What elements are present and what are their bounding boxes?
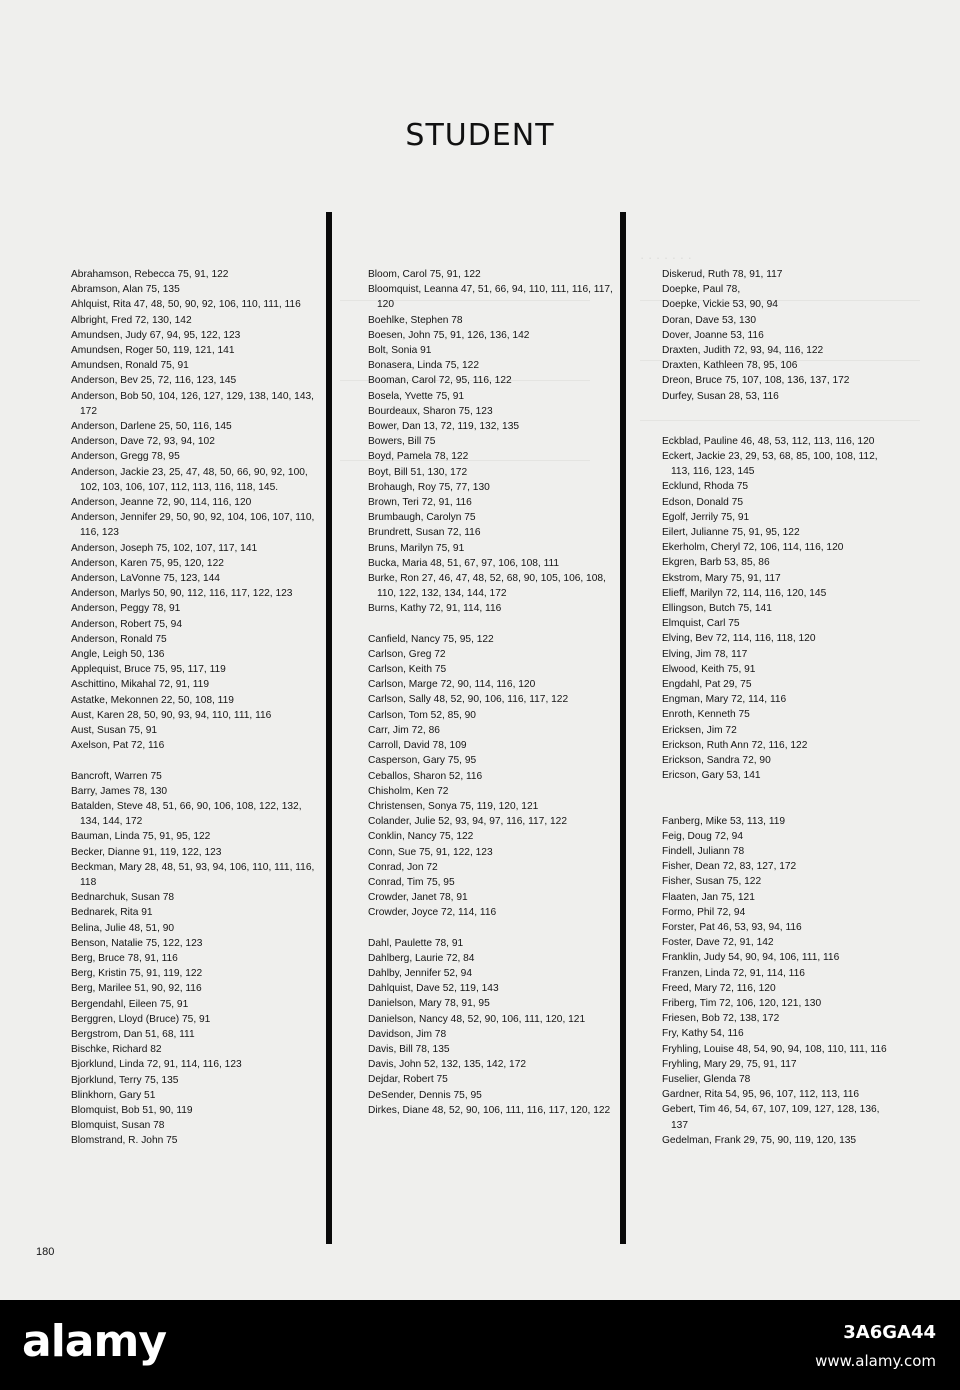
index-entry: Ahlquist, Rita 47, 48, 50, 90, 92, 106, 110, 111, 116 [71,299,301,311]
index-entry: Ecklund, Rhoda 75 [662,481,749,493]
index-entry: Erickson, Sandra 72, 90 [662,755,771,767]
index-entry: Davidson, Jim 78 [368,1028,447,1040]
index-entry: Carlson, Marge 72, 90, 114, 116, 120 [368,679,536,691]
index-entry: Beckman, Mary 28, 48, 51, 93, 94, 106, 110, 111, 116, 118 [71,861,315,888]
index-entry: Eilert, Julianne 75, 91, 95, 122 [662,527,800,539]
index-entry: Amundsen, Judy 67, 94, 95, 122, 123 [71,329,241,341]
index-entry: Christensen, Sonya 75, 119, 120, 121 [368,800,539,812]
index-entry: Conn, Sue 75, 91, 122, 123 [368,846,493,858]
index-entry: Amundsen, Ronald 75, 91 [71,360,189,372]
index-entry: Bourdeaux, Sharon 75, 123 [368,405,493,417]
index-entry: Findell, Juliann 78 [662,845,745,857]
section-gap [662,404,898,419]
index-entry: Conrad, Tim 75, 95 [368,876,455,888]
index-entry: Blomquist, Bob 51, 90, 119 [71,1104,193,1116]
index-entry: Anderson, Gregg 78, 95 [71,451,180,463]
index-entry: Carr, Jim 72, 86 [368,724,440,736]
index-entry: Franklin, Judy 54, 90, 94, 106, 111, 116 [662,952,840,964]
index-entry: Carlson, Greg 72 [368,648,446,660]
index-entry: Bloom, Carol 75, 91, 122 [368,269,481,280]
page-number: 180 [36,1246,55,1258]
index-entry: Aschittino, Mikahal 72, 91, 119 [71,679,209,691]
index-entry: Anderson, Bev 25, 72, 116, 123, 145 [71,375,237,387]
index-entry: Ellingson, Butch 75, 141 [662,603,772,615]
index-entry: Anderson, Robert 75, 94 [71,618,183,630]
index-entry: Edson, Donald 75 [662,496,743,508]
index-entry: Danielson, Nancy 48, 52, 90, 106, 111, 120, 121 [368,1013,586,1025]
index-entry: Ekstrom, Mary 75, 91, 117 [662,572,781,584]
index-entry: Abramson, Alan 75, 135 [71,284,180,296]
index-entry: Bonasera, Linda 75, 122 [368,360,480,372]
index-entry: Ericson, Gary 53, 141 [662,770,761,782]
index-entry: Dreon, Bruce 75, 107, 108, 136, 137, 172 [662,375,850,387]
index-entry: Bancroft, Warren 75 [71,770,162,782]
index-entry: Carlson, Sally 48, 52, 90, 106, 116, 117, 122 [368,694,569,706]
index-entry: Angle, Leigh 50, 136 [71,649,165,661]
index-entry: Conrad, Jon 72 [368,861,438,873]
index-entry: Albright, Fred 72, 130, 142 [71,314,192,326]
index-entry: Bednarek, Rita 91 [71,907,153,919]
index-entry: Anderson, Peggy 78, 91 [71,603,181,615]
index-entry: Anderson, Darlene 25, 50, 116, 145 [71,421,232,433]
index-entry: Anderson, Bob 50, 104, 126, 127, 129, 138, 140, 143, 172 [71,390,314,417]
index-entry: Bosela, Yvette 75, 91 [368,390,465,402]
index-entry: Elwood, Keith 75, 91 [662,663,756,675]
index-entry: Barry, James 78, 130 [71,785,168,797]
index-entry: Freed, Mary 72, 116, 120 [662,982,776,994]
index-entry: Elving, Bev 72, 114, 116, 118, 120 [662,633,816,645]
index-entry: Davis, Bill 78, 135 [368,1043,450,1055]
index-column-2 [368,267,618,1118]
index-entry: Friberg, Tim 72, 106, 120, 121, 130 [662,997,822,1009]
index-entry: Fuselier, Glenda 78 [662,1073,751,1085]
watermark-image-id: 3A6GA44 [843,1322,936,1343]
index-entry: Anderson, Joseph 75, 102, 107, 117, 141 [71,542,258,554]
index-entry: Brundrett, Susan 72, 116 [368,527,481,539]
index-entry: Diskerud, Ruth 78, 91, 117 [662,269,783,280]
index-entry: Axelson, Pat 72, 116 [71,740,165,752]
index-entry: Dirkes, Diane 48, 52, 90, 106, 111, 116, 117, 120, 122 [368,1104,611,1116]
index-entry: Carroll, David 78, 109 [368,740,467,752]
index-entry: Berggren, Lloyd (Bruce) 75, 91 [71,1013,211,1025]
index-entry: Burns, Kathy 72, 91, 114, 116 [368,603,502,615]
index-entry: Forster, Pat 46, 53, 93, 94, 116 [662,921,802,933]
index-entry: Aust, Karen 28, 50, 90, 93, 94, 110, 111, 116 [71,709,272,721]
index-column-1 [71,267,321,1149]
index-entry: Erickson, Ruth Ann 72, 116, 122 [662,739,808,751]
index-entry: Davis, John 52, 132, 135, 142, 172 [368,1059,527,1071]
page-title: STUDENT [405,118,555,153]
index-entry: Burke, Ron 27, 46, 47, 48, 52, 68, 90, 105, 106, 108, 110, 122, 132, 134, 144, 172 [368,573,606,600]
index-entry: Fryhling, Mary 29, 75, 91, 117 [662,1058,797,1070]
index-entry: Anderson, LaVonne 75, 123, 144 [71,573,220,585]
index-entry: Bergstrom, Dan 51, 68, 111 [71,1028,195,1040]
watermark-logo: alamy [22,1316,166,1367]
index-entry: Elmquist, Carl 75 [662,618,740,630]
index-entry: Boyt, Bill 51, 130, 172 [368,466,468,478]
index-entry: Dahlby, Jennifer 52, 94 [368,967,473,979]
index-entry: Fisher, Dean 72, 83, 127, 172 [662,861,797,873]
index-entry: Boehlke, Stephen 78 [368,314,463,326]
index-entry: Dejdar, Robert 75 [368,1074,448,1086]
index-entry: Anderson, Jackie 23, 25, 47, 48, 50, 66, 90, 92, 100, 102, 103, 106, 107, 112, 113, 116, 118, 145. [71,466,308,493]
section-gap [368,617,618,632]
index-entry: Conklin, Nancy 75, 122 [368,831,474,843]
index-entry: Berg, Bruce 78, 91, 116 [71,952,178,964]
index-entry: Flaaten, Jan 75, 121 [662,891,755,903]
column-divider-left [326,212,332,1244]
index-entry: Brown, Teri 72, 91, 116 [368,497,472,509]
index-entry: Chisholm, Ken 72 [368,785,449,797]
index-entry: Anderson, Karen 75, 95, 120, 122 [71,557,224,569]
index-entry: Egolf, Jerrily 75, 91 [662,511,750,523]
stock-watermark-banner [0,1300,960,1390]
index-entry: Boesen, John 75, 91, 126, 136, 142 [368,329,530,341]
index-entry: Fryhling, Louise 48, 54, 90, 94, 108, 110, 111, 116 [662,1043,887,1055]
index-entry: Engman, Mary 72, 114, 116 [662,694,787,706]
index-entry: Aust, Susan 75, 91 [71,725,158,737]
index-entry: Brohaugh, Roy 75, 77, 130 [368,481,490,493]
index-entry: Crowder, Joyce 72, 114, 116 [368,907,497,919]
index-entry: Formo, Phil 72, 94 [662,906,746,918]
index-entry: Batalden, Steve 48, 51, 66, 90, 106, 108, 122, 132, 134, 144, 172 [71,800,302,828]
index-entry: Abrahamson, Rebecca 75, 91, 122 [71,269,229,280]
index-entry: Casperson, Gary 75, 95 [368,755,477,767]
index-entry: Fisher, Susan 75, 122 [662,876,762,888]
index-entry: Crowder, Janet 78, 91 [368,892,468,904]
index-entry: Doepke, Paul 78, [662,284,741,296]
index-entry: Berg, Marilee 51, 90, 92, 116 [71,983,202,995]
index-entry: Draxten, Kathleen 78, 95, 106 [662,360,798,372]
index-entry: Bucka, Maria 48, 51, 67, 97, 106, 108, 111 [368,557,560,569]
index-entry: Bauman, Linda 75, 91, 95, 122 [71,831,211,843]
section-gap [662,799,898,814]
watermark-credit: www.alamy.com [815,1352,936,1370]
index-entry: Fry, Kathy 54, 116 [662,1028,744,1040]
index-entry: Elving, Jim 78, 117 [662,648,748,660]
index-entry: Astatke, Mekonnen 22, 50, 108, 119 [71,694,234,706]
index-entry: Berg, Kristin 75, 91, 119, 122 [71,968,203,980]
index-entry: Gardner, Rita 54, 95, 96, 107, 112, 113, 116 [662,1089,860,1101]
index-entry: Engdahl, Pat 29, 75 [662,679,752,691]
index-entry: Doepke, Vickie 53, 90, 94 [662,299,778,311]
index-entry: Ekgren, Barb 53, 85, 86 [662,557,770,569]
section-gap [368,921,618,936]
index-entry: DeSender, Dennis 75, 95 [368,1089,482,1101]
index-entry: Ceballos, Sharon 52, 116 [368,770,483,782]
index-entry: Eckblad, Pauline 46, 48, 53, 112, 113, 116, 120 [662,435,875,447]
section-gap [71,754,321,769]
index-entry: Enroth, Kenneth 75 [662,709,750,721]
index-entry: Feig, Doug 72, 94 [662,830,743,842]
index-entry: Doran, Dave 53, 130 [662,314,757,326]
index-entry: Bowers, Bill 75 [368,436,436,448]
index-entry: Dahlquist, Dave 52, 119, 143 [368,983,499,995]
index-entry: Ekerholm, Cheryl 72, 106, 114, 116, 120 [662,542,844,554]
index-entry: Blinkhorn, Gary 51 [71,1089,156,1101]
index-entry: Canfield, Nancy 75, 95, 122 [368,633,494,645]
index-entry: Dover, Joanne 53, 116 [662,329,764,341]
index-entry: Anderson, Dave 72, 93, 94, 102 [71,436,215,448]
index-entry: Brumbaugh, Carolyn 75 [368,512,476,524]
index-entry: Gebert, Tim 46, 54, 67, 107, 109, 127, 128, 136, 137 [662,1104,880,1131]
index-entry: Bruns, Marilyn 75, 91 [368,542,465,554]
index-entry: Fanberg, Mike 53, 113, 119 [662,815,786,827]
index-entry: Dahlberg, Laurie 72, 84 [368,952,475,964]
index-entry: Bednarchuk, Susan 78 [71,892,175,904]
section-gap [662,784,898,799]
index-entry: Blomstrand, R. John 75 [71,1135,178,1147]
index-entry: Carlson, Keith 75 [368,664,447,676]
index-entry: Elieff, Marilyn 72, 114, 116, 120, 145 [662,587,827,599]
index-entry: Anderson, Jeanne 72, 90, 114, 116, 120 [71,497,252,509]
index-entry: Bower, Dan 13, 72, 119, 132, 135 [368,421,520,433]
index-entry: Amundsen, Roger 50, 119, 121, 141 [71,345,235,357]
index-entry: Draxten, Judith 72, 93, 94, 116, 122 [662,345,824,357]
index-entry: Bischke, Richard 82 [71,1044,162,1056]
yearbook-page: · · · · · · · STUDENT Abrahamson, Rebecca 75, 91, 122 Abramson, Alan 75, 135 Ahlquist, Rita 47, 48, 50, 90, 92, 106, 110, 111, 116 Albright, Fred 72, 130, 142 Amundsen, Judy 67, 94, 95, 122, 123 Amundsen, Roger 50, 119, 121, 141 Amundsen, Ronald 75, 91 Anderson, Bev 25, 72, 116, 123, 145 Anderson, Bob 50, 104, 126, 127, 129, 138, 140, 143, 172 Anderson, Darlene 25, 50, 116, 145 Anderson, Dave 72, 93, 94, 102 Anderson, Gregg 78, 95 Anderson, Jackie 23, 25, 47, 48, 50, 66, 90, 92, 100, 102, 103, 106, 107, 112, 113, 116, 118, 145. Anderson, Jeanne 72, 90, 114, 116, 120 Anderson, Jennifer 29, 50, 90, 92, 104, 106, 107, 110, 116, 123 Anderson, Joseph 75, 102, 107, 117, 141 Anderson, Karen 75, 95, 120, 122 Anderson, LaVonne 75, 123, 144 Anderson, Marlys 50, 90, 112, 116, 117, 122, 123 Anderson, Peggy 78, 91 Anderson, Robert 75, 94 Anderson, Ronald 75 Angle, Leigh 50, 136 Applequist, Bruce 75, 95, 117, 119 Aschittino, Mikahal 72, 91, 119 Astatke, Mekonnen 22, 50, 108, 119 Aust, Karen 28, 50, 90, 93, 94, 110, 111, 116 Aust, Susan 75, 91 Axelson, Pat 72, 116 Bancroft, Warren 75 Barry, James 78, 130 Batalden, Steve 48, 51, 66, 90, 106, 108, 122, 132, 134, 144, 172 Bauman, Linda 75, 91, 95, 122 Becker, Dianne 91, 119, 122, 123 Beckman, Mary 28, 48, 51, 93, 94, 106, 110, 111, 116, 118 Bednarchuk, Susan 78 Bednarek, Rita 91 Belina, Julie 48, 51, 90 Benson, Natalie 75, 122, 123 Berg, Bruce 78, 91, 116 Berg, Kristin 75, 91, 119, 122 Berg, Marilee 51, 90, 92, 116 Bergendahl, Eileen 75, 91 Berggren, Lloyd (Bruce) 75, 91 Bergstrom, Dan 51, 68, 111 Bischke, Richard 82 Bjorklund, Linda 72, 91, 114, 116, 123 Bjorklund, Terry 75, 135 Blinkhorn, Gary 51 Blomquist, Bob 51, 90, 119 Blomquist, Susan 78 Blomstrand, R. John 75 Bloom, Carol 75, 91, 122 Bloomquist, Leanna 47, 51, 66, 94, 110, 111, 116, 117, 120 Boehlke, Stephen 78 Boesen, John 75, 91, 126, 136, 142 Bolt, Sonia 91 Bonasera, Linda 75, 122 Booman, Carol 72, 95, 116, 122 Bosela, Yvette 75, 91 Bourdeaux, Sharon 75, 123 Bower, Dan 13, 72, 119, 132, 135 Bowers, Bill 75 Boyd, Pamela 78, 122 Boyt, Bill 51, 130, 172 Brohaugh, Roy 75, 77, 130 Brown, Teri 72, 91, 116 Brumbaugh, Carolyn 75 Brundrett, Susan 72, 116 Bruns, Marilyn 75, 91 Bucka, Maria 48, 51, 67, 97, 106, 108, 111 Burke, Ron 27, 46, 47, 48, 52, 68, 90, 105, 106, 108, 110, 122, 132, 134, 144, 172 Burns, Kathy 72, 91, 114, 116 Canfield, Nancy 75, 95, 122 Carlson, Greg 72 Carlson, Keith 75 Carlson, Marge 72, 90, 114, 116, 120 Carlson, Sally 48, 52, 90, 106, 116, 117, 122 Carlson, Tom 52, 85, 90 Carr, Jim 72, 86 Carroll, David 78, 109 Casperson, Gary 75, 95 Ceballos, Sharon 52, 116 Chisholm, Ken 72 Christensen, Sonya 75, 119, 120, 121 Colander, Julie 52, 93, 94, 97, 116, 117, 122 Conklin, Nancy 75, 122 Conn, Sue 75, 91, 122, 123 Conrad, Jon 72 Conrad, Tim 75, 95 Crowder, Janet 78, 91 Crowder, Joyce 72, 114, 116 Dahl, Paulette 78, 91 Dahlberg, Laurie 72, 84 Dahlby, Jennifer 52, 94 Dahlquist, Dave 52, 119, 143 Danielson, Mary 78, 91, 95 Danielson, Nancy 48, 52, 90, 106, 111, 120, 121 Davidson, Jim 78 Davis, Bill 78, 135 Davis, John 52, 132, 135, 142, 172 Dejdar, Robert 75 DeSender, Dennis 75, 95 Dirkes, Diane 48, 52, 90, 106, 111, 116, 117, 120, 122 Diskerud, Ruth 78, 91, 117 Doepke, Paul 78, Doepke, Vickie 53, 90, 94 Doran, Dave 53, 130 Dover, Joanne 53, 116 Draxten, Judith 72, 93, 94, 116, 122 Draxten, Kathleen 78, 95, 106 Dreon, Bruce 75, 107, 108, 136, 137, 172 Durfey, Susan 28, 53, 116 Eckblad, Pauline 46, 48, 53, 112, 113, 116, 120 Eckert, Jackie 23, 29, 53, 68, 85, 100, 108, 112, 113, 116, 123, 145 Ecklund, Rhoda 75 Edson, Donald 75 Egolf, Jerrily 75, 91 Eilert, Julianne 75, 91, 95, 122 Ekerholm, Cheryl 72, 106, 114, 116, 120 Ekgren, Barb 53, 85, 86 Ekstrom, Mary 75, 91, 117 Elieff, Marilyn 72, 114, 116, 120, 145 Ellingson, Butch 75, 141 Elmquist, Carl 75 Elving, Bev 72, 114, 116, 118, 120 Elving, Jim 78, 117 Elwood, Keith 75, 91 Engdahl, Pat 29, 75 Engman, Mary 72, 114, 116 Enroth, Kenneth 75 Ericksen, Jim 72 Erickson, Ruth Ann 72, 116, 122 Erickson, Sandra 72, 90 Ericson, Gary 53, 141 Fanberg, Mike 53, 113, 119 Feig, Doug 72, 94 Findell, Juliann 78 Fisher, Dean 72, 83, 127, 172 Fisher, Susan 75, 122 Flaaten, Jan 75, 121 Formo, Phil 72, 94 Forster, Pat 46, 53, 93, 94, 116 Foster, Dave 72, 91, 142 Franklin, Judy 54, 90, 94, 106, 111, 116 Franzen, Linda 72, 91, 114, 116 Freed, Mary 72, 116, 120 Friberg, Tim 72, 106, 120, 121, 130 Friesen, Bob 72, 138, 172 Fry, Kathy 54, 116 Fryhling, Louise 48, 54, 90, 94, 108, 110, 111, 116 Fryhling, Mary 29, 75, 91, 117 Fuselier, Glenda 78 Gardner, Rita 54, 95, 96, 107, 112, 113, 116 Gebert, Tim 46, 54, 67, 107, 109, 127, 128, 136, 137 Gedelman, Frank 29, 75, 90, 119, 120, 135 180 [0,0,960,1300]
index-entry: Carlson, Tom 52, 85, 90 [368,709,476,721]
index-entry: Franzen, Linda 72, 91, 114, 116 [662,967,805,979]
index-entry: Bolt, Sonia 91 [368,345,432,357]
index-entry: Booman, Carol 72, 95, 116, 122 [368,375,512,387]
index-entry: Ericksen, Jim 72 [662,724,737,736]
index-entry: Colander, Julie 52, 93, 94, 97, 116, 117, 122 [368,816,567,828]
index-entry: Applequist, Bruce 75, 95, 117, 119 [71,664,226,676]
index-entry: Bergendahl, Eileen 75, 91 [71,998,189,1010]
index-entry: Dahl, Paulette 78, 91 [368,937,464,949]
index-entry: Foster, Dave 72, 91, 142 [662,937,774,949]
index-column-3 [662,267,898,1148]
column-divider-right [620,212,626,1244]
index-entry: Anderson, Marlys 50, 90, 112, 116, 117, 122, 123 [71,588,293,600]
index-entry: Danielson, Mary 78, 91, 95 [368,998,490,1010]
section-gap [662,419,898,434]
index-entry: Durfey, Susan 28, 53, 116 [662,390,779,402]
index-entry: Eckert, Jackie 23, 29, 53, 68, 85, 100, 108, 112, 113, 116, 123, 145 [662,451,878,478]
index-entry: Boyd, Pamela 78, 122 [368,451,469,463]
index-entry: Bjorklund, Terry 75, 135 [71,1074,179,1086]
index-entry: Anderson, Jennifer 29, 50, 90, 92, 104, 106, 107, 110, 116, 123 [71,512,315,539]
index-entry: Becker, Dianne 91, 119, 122, 123 [71,846,222,858]
index-entry: Blomquist, Susan 78 [71,1120,165,1132]
index-entry: Friesen, Bob 72, 138, 172 [662,1013,780,1025]
index-entry: Gedelman, Frank 29, 75, 90, 119, 120, 135 [662,1134,857,1146]
index-entry: Bloomquist, Leanna 47, 51, 66, 94, 110, 111, 116, 117, 120 [368,284,613,311]
index-entry: Bjorklund, Linda 72, 91, 114, 116, 123 [71,1059,242,1071]
index-entry: Benson, Natalie 75, 122, 123 [71,937,203,949]
index-entry: Anderson, Ronald 75 [71,633,167,645]
index-entry: Belina, Julie 48, 51, 90 [71,922,175,934]
